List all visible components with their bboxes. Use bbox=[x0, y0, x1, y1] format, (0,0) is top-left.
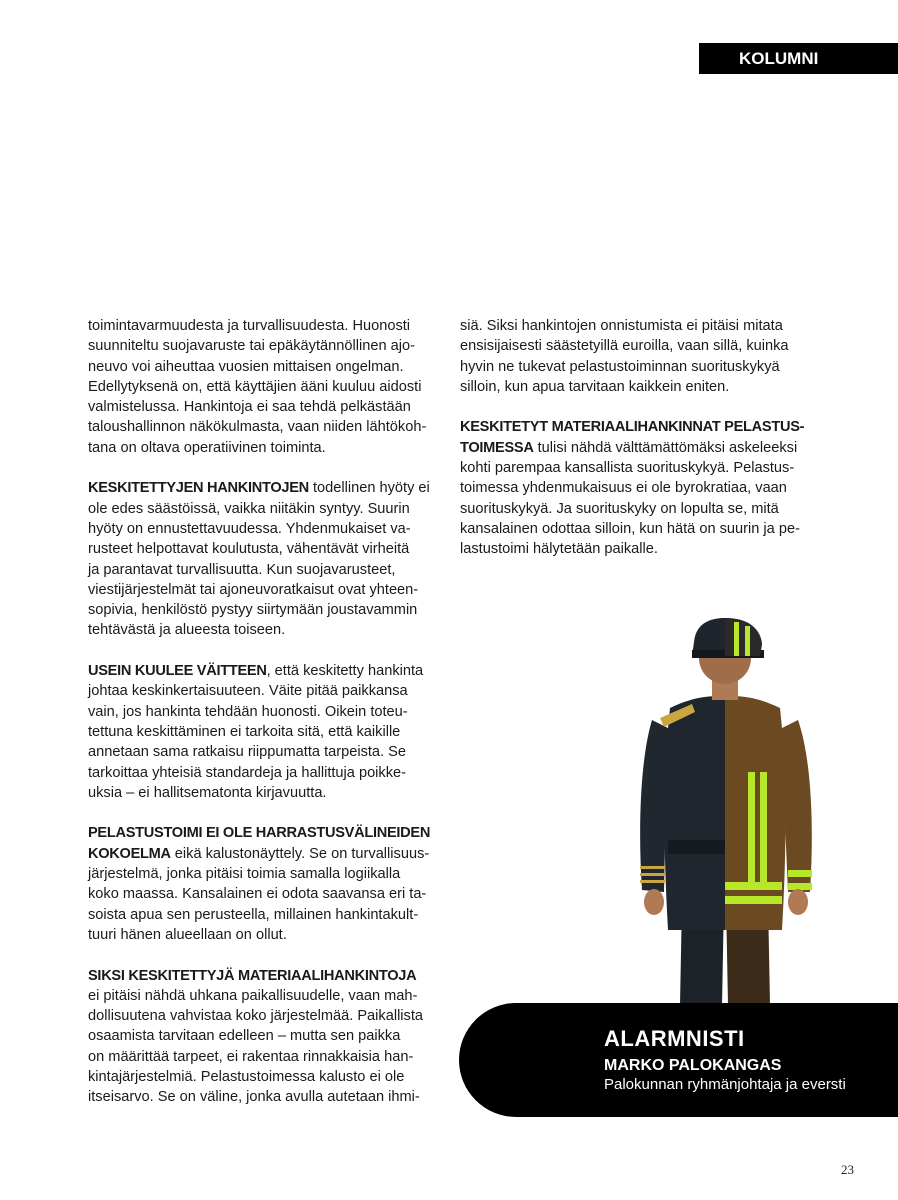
text-line: taloushallinnon näkökulmasta, vaan niiden lähtökoh- bbox=[88, 419, 427, 436]
text-run: eikä kalustonäyttely. Se on turvallisuus- bbox=[170, 845, 430, 862]
reflective-stripe bbox=[788, 870, 812, 877]
text-line: Edellytyksenä on, että käyttäjien ääni kuuluu aidosti bbox=[88, 378, 422, 395]
article-column-right bbox=[460, 316, 820, 580]
text-line: ei pitäisi nähdä uhkana paikallisuudelle, vaan mah- bbox=[88, 987, 418, 1004]
sleeve-stripe bbox=[640, 880, 665, 883]
reflective-stripe bbox=[760, 772, 767, 890]
sleeve-stripe bbox=[640, 873, 665, 876]
text-line: silloin, kun apua tarvitaan kaikkein eniten. bbox=[460, 378, 730, 395]
author-info-box bbox=[459, 1003, 898, 1117]
text-line: hyvin ne tukevat pelastustoiminnan suorituskykyä bbox=[460, 358, 780, 375]
paragraph bbox=[88, 478, 440, 640]
text-line: siä. Siksi hankintojen onnistumista ei pitäisi mitata bbox=[460, 318, 783, 334]
paragraph bbox=[88, 661, 440, 803]
text-line: osaamista tarvitaan edelleen – mutta sen paikka bbox=[88, 1028, 401, 1045]
text-line: lastustoimi hälytetään paikalle. bbox=[460, 541, 658, 558]
turnout-jacket bbox=[725, 696, 786, 930]
text-line: ja parantavat turvallisuutta. Kun suojavarusteet, bbox=[88, 561, 396, 578]
text-line: kintajärjestelmiä. Pelastustoimessa kalusto ei ole bbox=[88, 1068, 405, 1085]
text-line: tana on oltava operatiivinen toiminta. bbox=[88, 439, 326, 456]
text-line: toimintavarmuudesta ja turvallisuudesta. Huonosti bbox=[88, 318, 411, 334]
helmet-half bbox=[725, 618, 762, 656]
paragraph-lead: KOKOELMA bbox=[88, 845, 171, 862]
text-line: uksia – ei hallitsematonta kirjavuutta. bbox=[88, 784, 327, 801]
text-run: , että keskitetty hankinta bbox=[266, 663, 424, 680]
text-line: tehtävästä ja alueesta toiseen. bbox=[88, 622, 286, 639]
sleeve-stripe bbox=[640, 866, 665, 869]
section-label: KOLUMNI bbox=[699, 43, 898, 74]
text-line: tarkoittaa yhteisiä standardeja ja hallittuja poikke- bbox=[88, 764, 406, 781]
paragraph bbox=[460, 417, 820, 559]
text-line: ensisijaisesti säästetyillä euroilla, vaan sillä, kuinka bbox=[460, 338, 789, 355]
right-hand bbox=[788, 889, 808, 915]
text-line bbox=[460, 438, 820, 458]
text-line: tettuna keskittäminen ei tarkoita sitä, että kaikille bbox=[88, 723, 401, 740]
text-run: tulisi nähdä välttämättömäksi askeleeksi bbox=[533, 439, 798, 456]
text-line: järjestelmä, jonka pitäisi toimia samalla logiikalla bbox=[88, 866, 401, 883]
text-line: vain, jos hankinta tehdään huonosti. Oikein toteu- bbox=[88, 703, 408, 720]
text-line: toimessa yhdenmukaisuus ei ole byrokratiaa, vaan bbox=[460, 480, 787, 497]
text-line: rusteet helpottavat koulutusta, vähentävät virheitä bbox=[88, 541, 410, 558]
text-line: soista apua sen perusteella, millainen hankintakult- bbox=[88, 906, 419, 923]
helmet-stripe bbox=[745, 626, 750, 656]
text-line: dollisuutena vahvistaa koko järjestelmää. Paikallista bbox=[88, 1008, 424, 1025]
text-line: ole edes säästöissä, vaikka niitäkin syntyy. Suurin bbox=[88, 500, 410, 517]
column-name: ALARMNISTI bbox=[604, 1026, 745, 1051]
reflective-stripe bbox=[748, 772, 755, 890]
reflective-stripe bbox=[725, 882, 782, 890]
helmet-stripe bbox=[734, 622, 739, 656]
text-line: kohti parempaa kansallista suorituskykyä. Pelastus- bbox=[460, 460, 795, 477]
author-name: MARKO PALOKANGAS bbox=[604, 1057, 782, 1074]
text-line: viestijärjestelmät tai ajoneuvoratkaisut ovat yhteen- bbox=[88, 581, 419, 598]
paragraph-lead: KESKITETYT MATERIAALIHANKINNAT PELASTUS- bbox=[460, 419, 805, 436]
text-line bbox=[88, 844, 440, 864]
text-line: suunniteltu suojavaruste tai epäkäytännöllinen ajo- bbox=[88, 338, 415, 355]
text-line: on määrittää tarpeet, ei rakentaa rinnakkaisia han- bbox=[88, 1048, 414, 1065]
page-number: 23 bbox=[841, 1162, 854, 1177]
reflective-stripe bbox=[788, 883, 812, 890]
text-line: itseisarvo. Se on väline, jonka avulla autetaan ihmi- bbox=[88, 1089, 420, 1106]
text-line: valmistelussa. Hankintoja ei saa tehdä pelkästään bbox=[88, 399, 411, 416]
reflective-stripe bbox=[725, 896, 782, 904]
text-line: suorituskykyä. Ja suorituskyky on lopulta se, mitä bbox=[460, 500, 779, 517]
author-title: Palokunnan ryhmänjohtaja ja eversti bbox=[604, 1076, 846, 1093]
paragraph-lead: PELASTUSTOIMI EI OLE HARRASTUSVÄLINEIDEN bbox=[88, 825, 431, 842]
text-run: todellinen hyöty ei bbox=[308, 480, 430, 497]
text-line: sopivia, henkilöstö pystyy siirtymään joustavammin bbox=[88, 602, 418, 619]
text-line: neuvo voi aiheuttaa vuosien mittaisen ongelman. bbox=[88, 358, 404, 375]
paragraph-lead: TOIMESSA bbox=[460, 439, 534, 456]
paragraph bbox=[88, 966, 440, 1108]
paragraph bbox=[88, 316, 440, 458]
text-line bbox=[88, 478, 440, 498]
text-line bbox=[88, 661, 440, 681]
left-hand bbox=[644, 889, 664, 915]
paragraph-lead: KESKITETTYJEN HANKINTOJEN bbox=[88, 480, 309, 497]
text-line: hyöty on ennustettavuudessa. Yhdenmukaiset va- bbox=[88, 520, 411, 537]
text-line: johtaa keskinkertaisuuteen. Väite pitää paikkansa bbox=[88, 683, 408, 700]
text-line: kansalainen odottaa silloin, kun hätä on suurin ja pe- bbox=[460, 520, 800, 537]
paragraph bbox=[460, 316, 820, 397]
uniform-jacket bbox=[665, 696, 726, 930]
paragraph-lead: SIKSI KESKITETTYJÄ MATERIAALIHANKINTOJA bbox=[88, 967, 417, 984]
belt bbox=[668, 840, 725, 854]
article-column-left bbox=[88, 316, 440, 1128]
text-line: koko maassa. Kansalainen ei odota saavansa eri ta- bbox=[88, 886, 427, 903]
text-line: annetaan sama ratkaisu riippumatta tarpeista. Se bbox=[88, 744, 406, 761]
text-line: tuuri hänen alueellaan on ollut. bbox=[88, 926, 287, 943]
firefighter-uniform-illustration bbox=[600, 600, 850, 1010]
paragraph bbox=[88, 823, 440, 945]
paragraph-lead: USEIN KUULEE VÄITTEEN bbox=[88, 663, 267, 680]
